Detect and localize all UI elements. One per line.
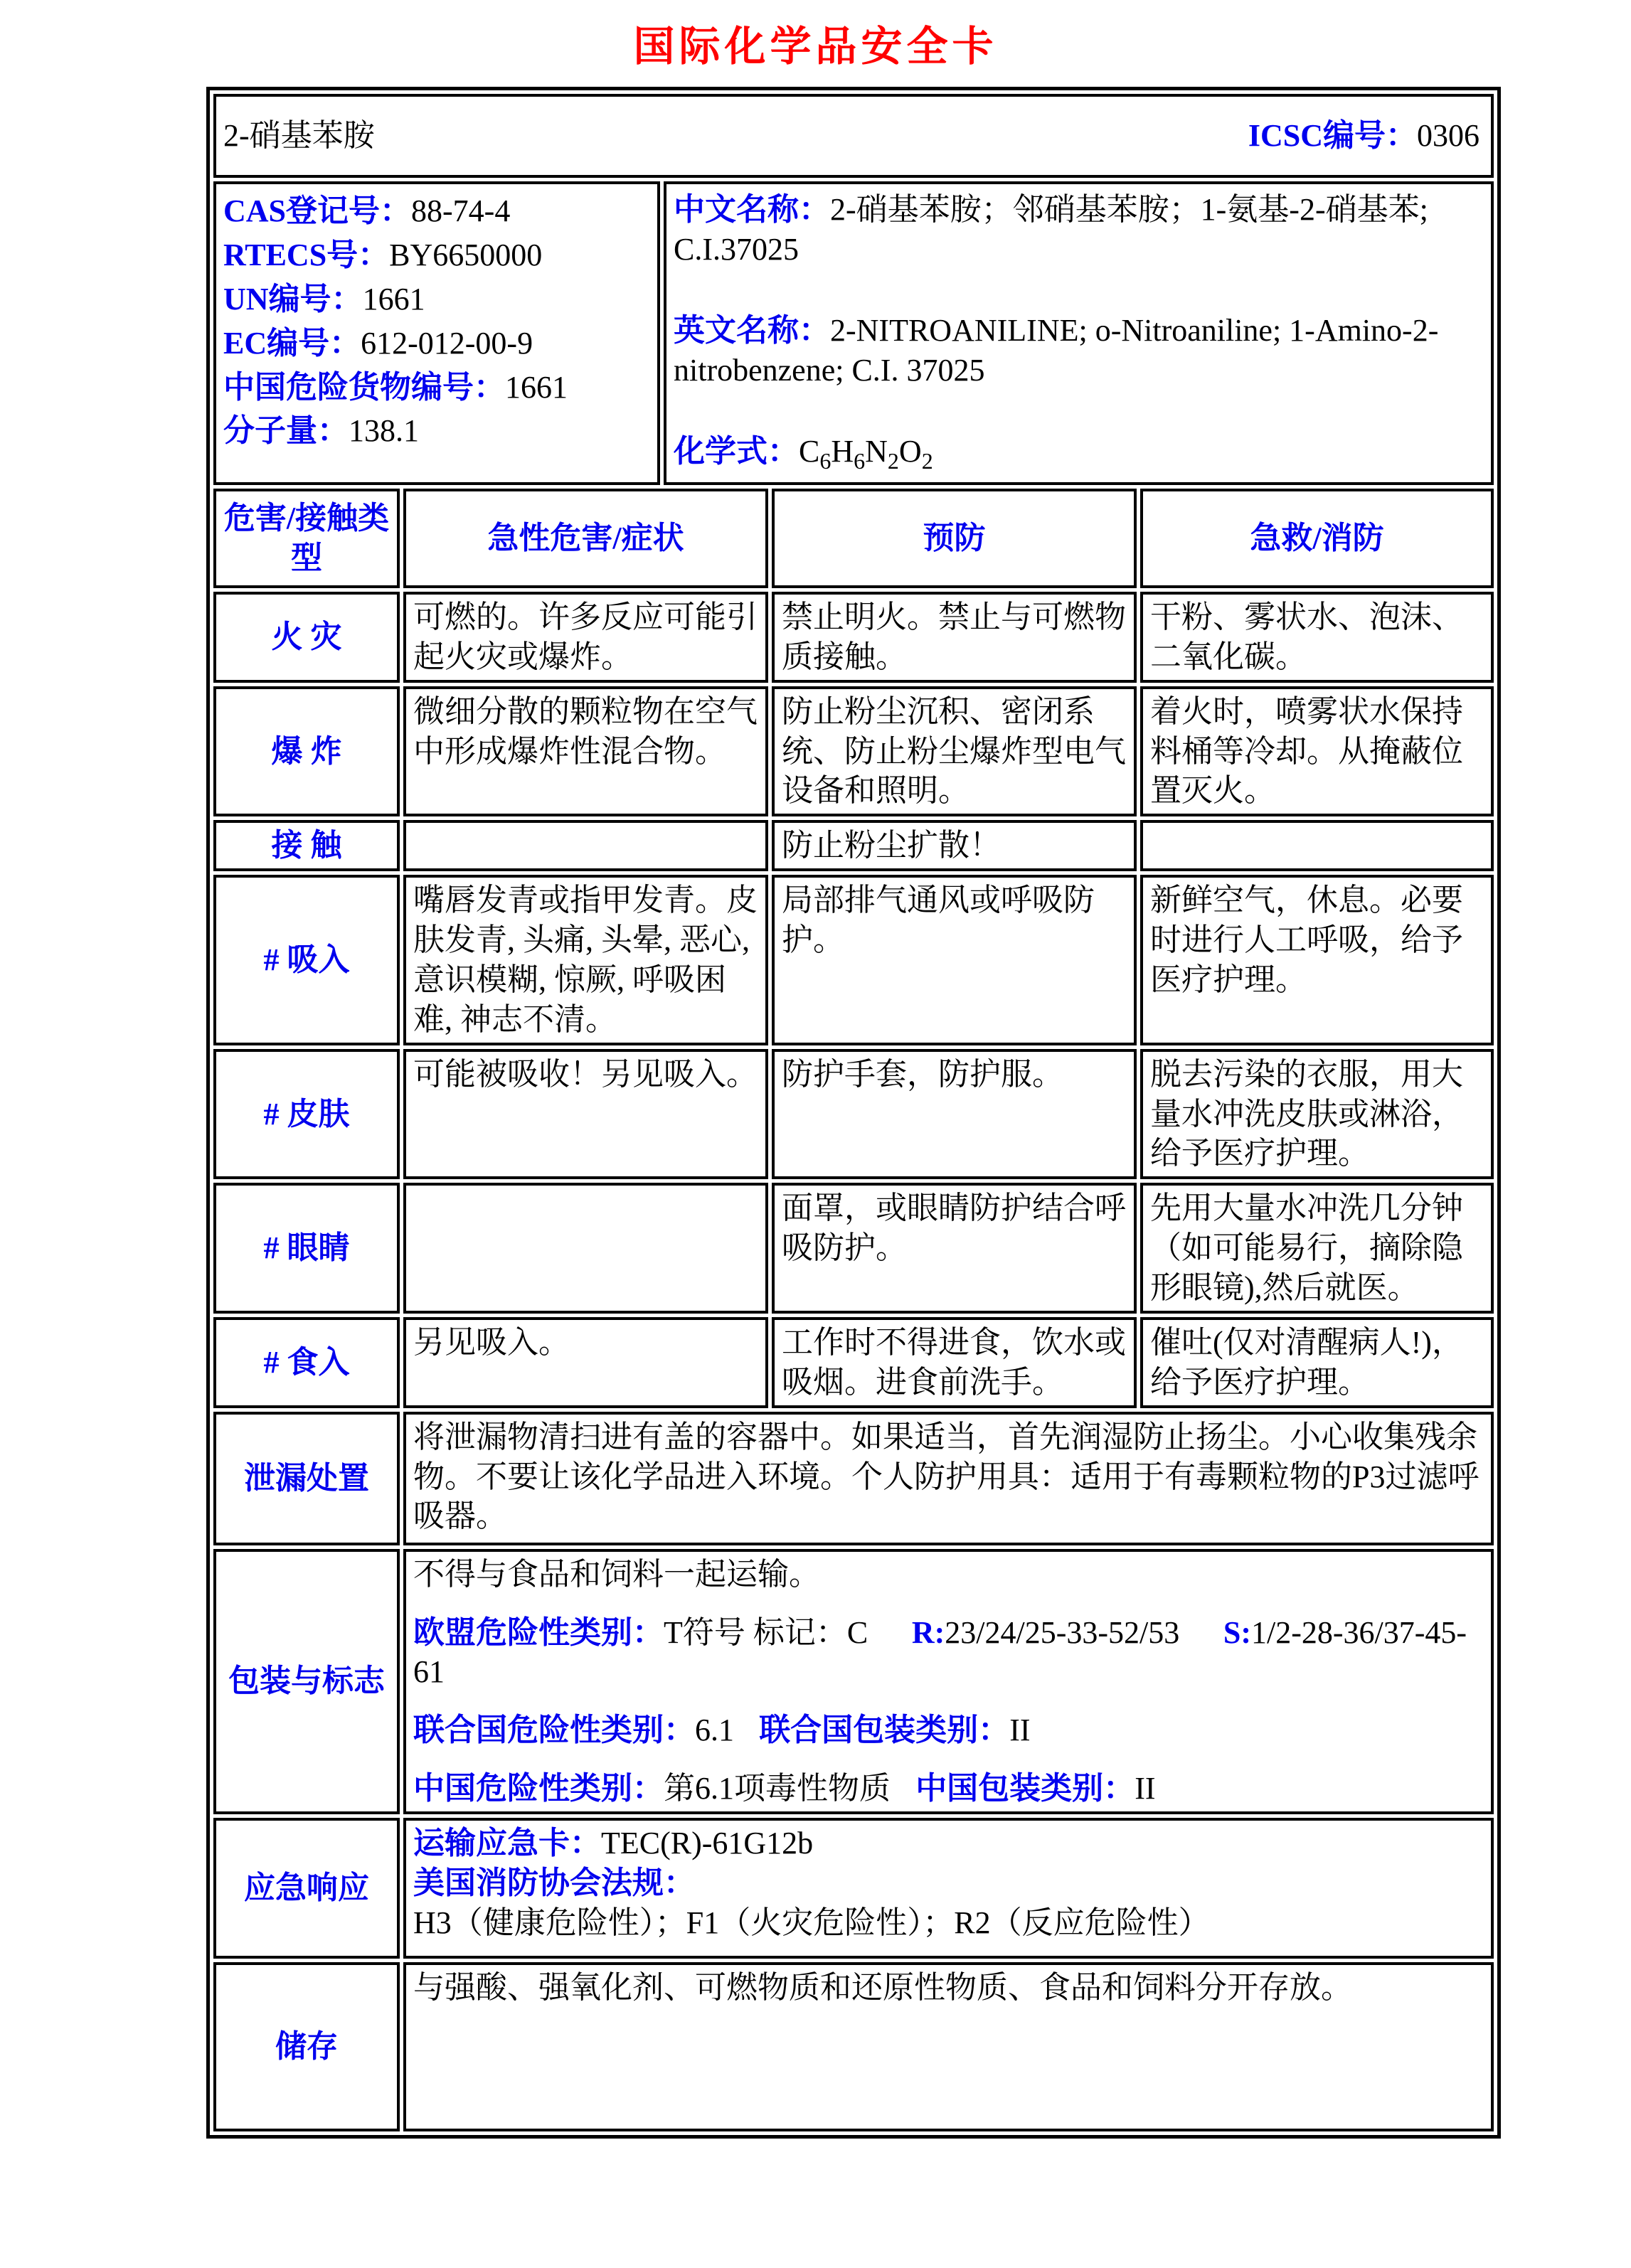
icsc-number-value: 0306 (1417, 118, 1479, 154)
hazard-row-ingestion-label: # 食入 (213, 1317, 400, 1408)
hazard-row-inhalation-label: # 吸入 (213, 875, 400, 1045)
molecular-weight-value: 138.1 (349, 413, 419, 449)
packaging-un-line (413, 1710, 1484, 1750)
hazard-row-ingestion-response: 催吐(仅对清醒病人!)，给予医疗护理。 (1140, 1317, 1494, 1408)
cas-number-label: CAS登记号： (223, 193, 412, 228)
hazard-row-skin-label: # 皮肤 (213, 1049, 400, 1180)
hazard-row-explosion-response: 着火时，喷雾状水保持料桶等冷却。从掩蔽位置灭火。 (1140, 686, 1494, 817)
hazard-row-skin-prevention: 防护手套，防护服。 (772, 1049, 1137, 1180)
hazard-header-type: 危害/接触类型 (213, 489, 400, 588)
english-name-value: 2-NITROANILINE; o-Nitroaniline; 1-Amino-2-nitrobenzene; C.I. 37025 (674, 312, 1439, 388)
english-name-label: 英文名称： (674, 312, 830, 348)
r-phrases-value: 23/24/25-33-52/53 (945, 1614, 1180, 1650)
english-name (674, 311, 1484, 390)
tec-value: TEC(R)-61G12b (601, 1826, 814, 1861)
hazard-row-skin-symptoms: 可能被吸收！另见吸入。 (403, 1049, 768, 1180)
cn-class-label: 中国危险性类别： (413, 1771, 664, 1806)
cn-pack-label: 中国包装类别： (915, 1771, 1135, 1806)
rtecs-number (223, 235, 650, 275)
storage-text: 与强酸、强氧化剂、可燃物质和还原性物质、食品和饲料分开存放。 (403, 1962, 1494, 2131)
card-header-row (213, 94, 1494, 178)
tec-label: 运输应急卡： (413, 1826, 601, 1861)
packaging-cn-line (413, 1769, 1484, 1809)
icsc-number (1248, 116, 1484, 156)
hazard-row-explosion-label: 爆 炸 (213, 686, 400, 817)
identifiers-left-cell (213, 181, 660, 485)
substance-name: 2-硝基苯胺 (223, 118, 375, 154)
safety-card (206, 87, 1501, 2139)
hazard-row-eyes-symptoms (403, 1183, 768, 1314)
hazard-row-skin-response: 脱去污染的衣服，用大量水冲洗皮肤或淋浴，给予医疗护理。 (1140, 1049, 1494, 1180)
packaging-labelling-label: 包装与标志 (213, 1549, 400, 1814)
cas-number (223, 191, 650, 231)
un-number-value: 1661 (362, 281, 425, 316)
hazard-row-inhalation-symptoms: 嘴唇发青或指甲发青。皮肤发青, 头痛, 头晕, 恶心, 意识模糊, 惊厥, 呼吸困难, 神志不清。 (403, 875, 768, 1045)
cn-pack-value: II (1135, 1771, 1156, 1806)
china-dangerous-goods-number (223, 368, 650, 408)
china-dangerous-goods-number-label: 中国危险货物编号： (223, 369, 505, 405)
packaging-labelling-content (403, 1549, 1494, 1814)
nfpa-label: 美国消防协会法规： (413, 1865, 695, 1900)
tec-line (413, 1824, 1484, 1863)
s-phrases-label: S: (1223, 1614, 1251, 1650)
hazard-row-ingestion-prevention: 工作时不得进食，饮水或吸烟。进食前洗手。 (772, 1317, 1137, 1408)
nfpa-line (413, 1863, 1484, 1943)
hazard-row-fire-prevention: 禁止明火。禁止与可燃物质接触。 (772, 592, 1137, 683)
ec-number (223, 324, 650, 363)
hazard-row-inhalation-response: 新鲜空气，休息。必要时进行人工呼吸，给予医疗护理。 (1140, 875, 1494, 1045)
section-storage (213, 1962, 1494, 2131)
hazard-table (213, 489, 1494, 1408)
emergency-response-label: 应急响应 (213, 1818, 400, 1959)
identifiers-row (213, 181, 1494, 485)
packaging-eu-line (413, 1613, 1484, 1693)
hazard-row-fire-label: 火 灾 (213, 592, 400, 683)
hazard-row-fire-symptoms: 可燃的。许多反应可能引起火灾或爆炸。 (403, 592, 768, 683)
hazard-header-symptoms: 急性危害/症状 (403, 489, 768, 588)
eu-class-label: 欧盟危险性类别： (413, 1614, 664, 1650)
hazard-row-eyes-prevention: 面罩，或眼睛防护结合呼吸防护。 (772, 1183, 1137, 1314)
hazard-row-contact-response (1140, 820, 1494, 871)
spill-disposal-text: 将泄漏物清扫进有盖的容器中。如果适当，首先润湿防止扬尘。小心收集残余物。不要让该化学品进入环境。个人防护用具：适用于有毒颗粒物的P3过滤呼吸器。 (403, 1412, 1494, 1545)
section-spill-disposal (213, 1412, 1494, 1545)
hazard-row-explosion-symptoms: 微细分散的颗粒物在空气中形成爆炸性混合物。 (403, 686, 768, 817)
china-dangerous-goods-number-value: 1661 (505, 369, 568, 405)
hazard-row-contact-symptoms (403, 820, 768, 871)
hazard-row-contact-label: 接 触 (213, 820, 400, 871)
hazard-row-fire-response: 干粉、雾状水、泡沫、二氧化碳。 (1140, 592, 1494, 683)
chemical-formula-label: 化学式： (674, 433, 799, 469)
r-phrases-label: R: (911, 1614, 945, 1650)
nfpa-value: H3（健康危险性）；F1（火灾危险性）；R2（反应危险性） (413, 1905, 1210, 1940)
hazard-row-contact-prevention: 防止粉尘扩散！ (772, 820, 1137, 871)
molecular-weight-label: 分子量： (223, 413, 349, 449)
un-class-value: 6.1 (695, 1713, 734, 1748)
s-phrases-value: 1/2-28-36/37-45-61 (413, 1614, 1467, 1690)
hazard-row-ingestion-symptoms: 另见吸入。 (403, 1317, 768, 1408)
un-pack-value: II (1009, 1713, 1031, 1748)
chemical-formula (674, 432, 1484, 475)
hazard-row-eyes-label: # 眼睛 (213, 1183, 400, 1314)
section-packaging-labelling (213, 1549, 1494, 1814)
chinese-name (674, 190, 1484, 270)
spill-disposal-label: 泄漏处置 (213, 1412, 400, 1545)
cas-number-value: 88-74-4 (411, 193, 511, 228)
packaging-transport-line: 不得与食品和饲料一起运输。 (413, 1556, 820, 1592)
rtecs-number-value: BY6650000 (389, 237, 543, 272)
storage-label: 储存 (213, 1962, 400, 2131)
identifiers-right-cell (664, 181, 1494, 485)
hazard-header-prevention: 预防 (772, 489, 1137, 588)
chemical-formula-value: $C_6H_6N_2O_2$ (799, 433, 933, 474)
section-emergency-response (213, 1818, 1494, 1959)
emergency-response-content (403, 1818, 1494, 1959)
un-number (223, 279, 650, 319)
cn-class-value: 第6.1项毒性物质 (664, 1771, 891, 1806)
un-pack-label: 联合国包装类别： (759, 1713, 1010, 1748)
page-title: 国际化学品安全卡 (633, 23, 998, 70)
molecular-weight (223, 411, 650, 451)
rtecs-number-label: RTECS号： (223, 237, 390, 272)
chinese-name-label: 中文名称： (674, 192, 830, 227)
un-class-label: 联合国危险性类别： (413, 1713, 695, 1748)
hazard-row-inhalation-prevention: 局部排气通风或呼吸防护。 (772, 875, 1137, 1045)
ec-number-label: EC编号： (223, 325, 361, 361)
hazard-header-response: 急救/消防 (1140, 489, 1494, 588)
ec-number-value: 612-012-00-9 (361, 325, 533, 361)
eu-class-value: T符号 标记：C (664, 1614, 868, 1650)
icsc-number-label: ICSC编号： (1248, 118, 1417, 154)
chinese-name-value: 2-硝基苯胺；邻硝基苯胺；1-氨基-2-硝基苯; C.I.37025 (674, 192, 1428, 267)
un-number-label: UN编号： (223, 281, 363, 316)
hazard-row-explosion-prevention: 防止粉尘沉积、密闭系统、防止粉尘爆炸型电气设备和照明。 (772, 686, 1137, 817)
hazard-row-eyes-response: 先用大量水冲洗几分钟（如可能易行，摘除隐形眼镜),然后就医。 (1140, 1183, 1494, 1314)
